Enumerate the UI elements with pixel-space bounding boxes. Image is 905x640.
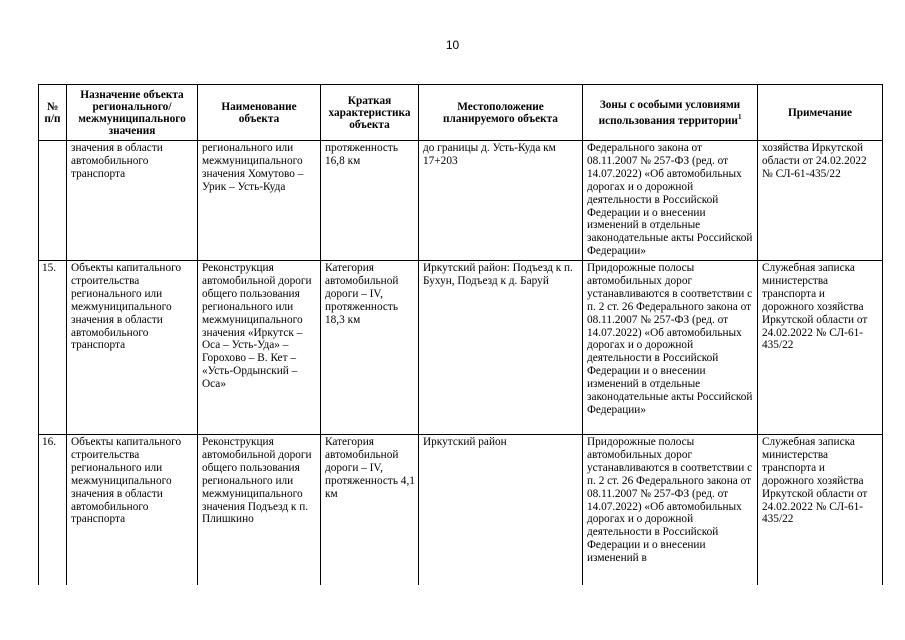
header-num: № п/п	[39, 85, 67, 141]
header-brief: Краткая характеристика объекта	[321, 85, 419, 141]
cell-num: 16.	[39, 435, 67, 585]
cell-purpose: значения в области автомобильного транспорта	[67, 141, 198, 261]
cell-purpose: Объекты капитального строительства регионального или межмуниципального значения в области автомобильного транспорта	[67, 435, 198, 585]
cell-brief: протяженность 16,8 км	[321, 141, 419, 261]
cell-brief: Категория автомобильной дороги – IV, протяженность 4,1 км	[321, 435, 419, 585]
table-header	[39, 85, 883, 141]
header-purpose: Назначение объекта регионального/ межмуниципального значения	[67, 85, 198, 141]
cell-location: Иркутский район	[419, 435, 583, 585]
header-zones	[583, 85, 758, 141]
page-number: 10	[445, 38, 460, 52]
cell-purpose: Объекты капитального строительства регионального или межмуниципального значения в области автомобильного транспорта	[67, 261, 198, 435]
header-zones-text: Зоны с особыми условиями использования территории	[598, 98, 741, 127]
cell-name: регионального или межмуниципального значения Хомутово – Урик – Усть-Куда	[198, 141, 321, 261]
table-row	[39, 435, 883, 585]
cell-location: Иркутский район: Подъезд к п. Бухун, Подъезд к д. Баруй	[419, 261, 583, 435]
header-note: Примечание	[758, 85, 883, 141]
cell-brief: Категория автомобильной дороги – IV, протяженность 18,3 км	[321, 261, 419, 435]
objects-table	[38, 84, 883, 585]
cell-note: хозяйства Иркутской области от 24.02.2022 № СЛ-61-435/22	[758, 141, 883, 261]
cell-note: Служебная записка министерства транспорта и дорожного хозяйства Иркутской области от 24.02.2022 № СЛ-61-435/22	[758, 435, 883, 585]
header-zones-footnote: 1	[737, 112, 742, 121]
cell-zones: Федерального закона от 08.11.2007 № 257-ФЗ (ред. от 14.07.2022) «Об автомобильных дорогах и о дорожной деятельности в Российской Федерации и о внесении изменений в отдельные законодательные акты Российской Федерации»	[583, 141, 758, 261]
cell-num: 15.	[39, 261, 67, 435]
cell-zones: Придорожные полосы автомобильных дорог устанавливаются в соответствии с п. 2 ст. 26 Федерального закона от 08.11.2007 № 257-ФЗ (ред. от 14.07.2022) «Об автомобильных дорогах и о дорожной деятельности в Российской Федерации и о внесении изменений в	[583, 435, 758, 585]
cell-note: Служебная записка министерства транспорта и дорожного хозяйства Иркутской области от 24.02.2022 № СЛ-61-435/22	[758, 261, 883, 435]
table-row	[39, 261, 883, 435]
cell-zones: Придорожные полосы автомобильных дорог устанавливаются в соответствии с п. 2 ст. 26 Федерального закона от 08.11.2007 № 257-ФЗ (ред. от 14.07.2022) «Об автомобильных дорогах и о дорожной деятельности в Российской Федерации и о внесении изменений в отдельные законодательные акты Российской Федерации»	[583, 261, 758, 435]
header-location: Местоположение планируемого объекта	[419, 85, 583, 141]
cell-location: до границы д. Усть-Куда км 17+203	[419, 141, 583, 261]
header-name: Наименование объекта	[198, 85, 321, 141]
cell-name: Реконструкция автомобильной дороги общего пользования регионального или межмуниципального значения «Иркутск – Оса – Усть-Уда» – Горохово – В. Кет – «Усть-Ордынский – Оса»	[198, 261, 321, 435]
table-row	[39, 141, 883, 261]
cell-name: Реконструкция автомобильной дороги общего пользования регионального или межмуниципального значения Подъезд к п. Плишкино	[198, 435, 321, 585]
cell-num	[39, 141, 67, 261]
